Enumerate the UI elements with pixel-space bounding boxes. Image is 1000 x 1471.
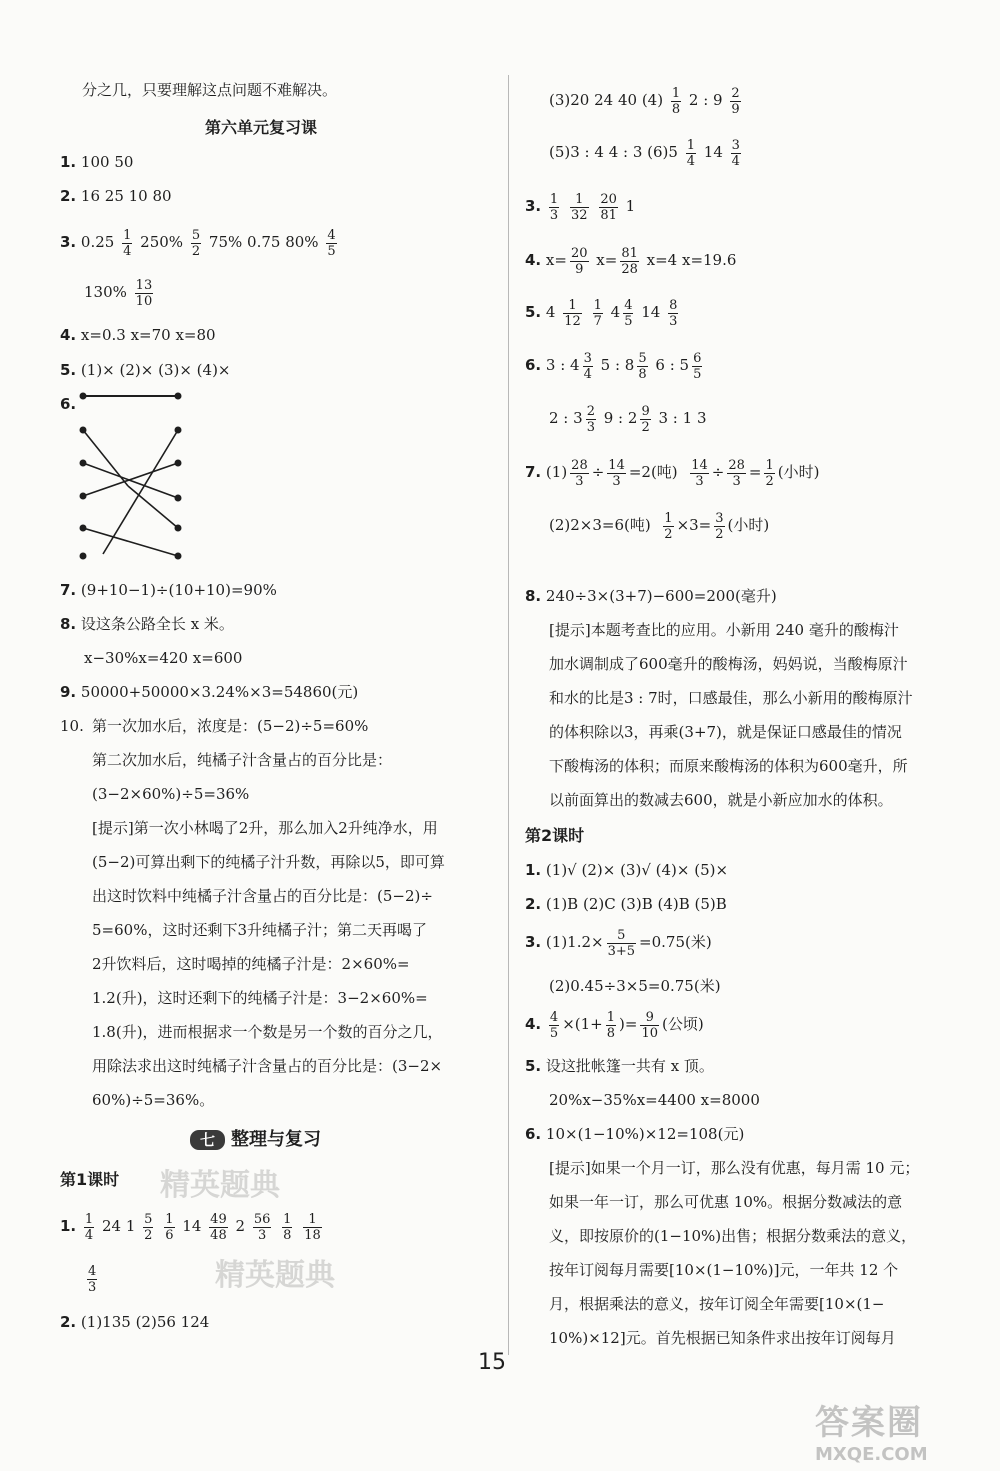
hint-line: (5−2)可算出剩下的纯橘子汁升数，再除以5，即可算 <box>92 853 445 871</box>
answer-2: 2. 16 25 10 80 <box>60 187 172 205</box>
answer-3: 3. 0.25 $\frac{1}{4}$ 250% $\frac{5}{2}$ 75% 0.75 80% $\frac{4}{5}$ <box>60 227 336 259</box>
site-logo-watermark <box>815 1395 975 1465</box>
answer-5: 5. (1)× (2)× (3)× (4)× <box>60 361 231 379</box>
hint-line: 下酸梅汤的体积；而原来酸梅汤的体积为600毫升，所 <box>549 757 908 775</box>
answer-8-equation: x−30%x=420 x=600 <box>84 649 243 667</box>
hint-line: 1.8(升)，进而根据求一个数是另一个数的百分之几， <box>92 1023 443 1041</box>
lesson-1-heading: 第1课时 <box>60 1170 120 1189</box>
logo-text: 答案圈 <box>815 1403 923 1443</box>
watermark-text: 精英题典 <box>160 1168 280 1203</box>
hint-line: 如果一年一订，那么可优惠 10%。根据分数减法的意 <box>549 1193 903 1211</box>
answer-r4: 4. x= $\frac{20}{9}$ x= $\frac{81}{28}$ x=4 x=19.6 <box>525 245 737 277</box>
column-divider <box>508 75 509 1355</box>
answer-10-line: (3−2×60%)÷5=36% <box>92 785 250 803</box>
hint-line: 以前面算出的数减去600，就是小新应加水的体积。 <box>549 791 893 809</box>
answer-2-cont-b: (5)3 : 4 4 : 3 (6)5 $\frac{1}{4}$ 14 $\frac{3}{4}$ <box>549 137 740 169</box>
lesson2-answer-4: 4. $\frac{4}{5}$ ×(1+ $\frac{1}{8}$ )= $\frac{9}{10}$ (公顷) <box>525 1009 704 1041</box>
hint-line: 5=60%，这时还剩下3升纯橘子汁；第二天再喝了 <box>92 921 427 939</box>
answer-2-cont-a: (3)20 24 40 (4) $\frac{1}{8}$ 2 : 9 $\frac{2}{9}$ <box>549 85 740 117</box>
answer-10-num: 10. <box>60 717 84 735</box>
hint-line: 义，即按原价的(1−10%)出售；根据分数乘法的意义， <box>549 1227 917 1245</box>
matching-diagram <box>78 388 188 568</box>
page-number: 15 <box>478 1350 506 1375</box>
lesson1-answer-1-cont: $\frac{4}{3}$ <box>88 1263 97 1295</box>
hint-line: 出这时饮料中纯橘子汁含量占的百分比是：(5−2)÷ <box>92 887 433 905</box>
hint-line: 的体积除以3，再乘(3+7)，就是保证口感最佳的情况 <box>549 723 902 741</box>
answer-r7: 7. (1) $\frac{28}{3}$ ÷ $\frac{14}{3}$ =2(吨) $\frac{14}{3}$ ÷ $\frac{28}{3}$ = $\frac{1}{2}$ (小时) <box>525 457 820 489</box>
hint-line: [提示]如果一个月一订，那么没有优惠，每月需 10 元； <box>549 1159 920 1177</box>
lesson-2-heading: 第2课时 <box>525 826 585 845</box>
continued-text: 分之几，只要理解这点问题不难解决。 <box>82 81 338 99</box>
hint-line: 和水的比是3 : 7时，口感最佳，那么小新用的酸梅原汁 <box>549 689 913 707</box>
hint-line: 60%)÷5=36%。 <box>92 1091 215 1109</box>
lesson2-answer-5: 5. 设这批帐篷一共有 x 顶。 <box>525 1057 714 1075</box>
lesson1-answer-1: 1. $\frac{1}{4}$ 24 1 $\frac{5}{2}$ $\frac{1}{6}$ 14 $\frac{49}{48}$ 2 $\frac{56}{3}$ $\frac{1}{8}$ $\frac{1}{18}$ <box>60 1211 321 1243</box>
lesson2-answer-6: 6. 10×(1−10%)×12=108(元) <box>525 1125 745 1143</box>
answer-r8: 8. 240÷3×(3+7)−600=200(毫升) <box>525 587 777 605</box>
answer-r5: 5. 4 $\frac{1}{12}$ $\frac{1}{7}$ 4 $\frac{4}{5}$ 14 $\frac{8}{3}$ <box>525 297 678 329</box>
answer-10-line: 第一次加水后，浓度是：(5−2)÷5=60% <box>92 717 369 735</box>
answer-r7-cont: (2)2×3=6(吨) $\frac{1}{2}$ ×3= $\frac{3}{2}$ (小时) <box>549 510 770 542</box>
answer-3-cont: 130% $\frac{13}{10}$ <box>84 277 153 309</box>
lesson2-answer-3-cont: (2)0.45÷3×5=0.75(米) <box>549 977 721 995</box>
logo-url: MXQE.COM <box>815 1444 928 1465</box>
hint-line: 2升饮料后，这时喝掉的纯橘子汁是：2×60%= <box>92 955 410 973</box>
answer-4: 4. x=0.3 x=70 x=80 <box>60 326 216 344</box>
hint-line: 用除法求出这时纯橘子汁含量占的百分比是：(3−2× <box>92 1057 443 1075</box>
answer-10-line: 第二次加水后，纯橘子汁含量占的百分比是： <box>92 751 393 769</box>
answer-8: 8. 设这条公路全长 x 米。 <box>60 615 234 633</box>
hint-line: 1.2(升)，这时还剩下的纯橘子汁是：3−2×60%= <box>92 989 428 1007</box>
hint-line: [提示]第一次小林喝了2升，那么加入2升纯净水，用 <box>92 819 438 837</box>
hint-line: 加水调制成了600毫升的酸梅汤，妈妈说，当酸梅原汁 <box>549 655 908 673</box>
answer-1: 1. 100 50 <box>60 153 134 171</box>
watermark-text: 精英题典 <box>215 1258 335 1293</box>
answer-9: 9. 50000+50000×3.24%×3=54860(元) <box>60 683 359 701</box>
answer-r6-cont: 2 : 3 $\frac{2}{3}$ 9 : 2 $\frac{9}{2}$ 3 : 1 3 <box>549 403 707 435</box>
hint-line: 按年订阅每月需要[10×(1−10%)]元，一年共 12 个 <box>549 1261 899 1279</box>
answer-r3: 3. $\frac{1}{3}$ $\frac{1}{32}$ $\frac{20}{81}$ 1 <box>525 191 636 223</box>
lesson2-answer-1: 1. (1)√ (2)× (3)√ (4)× (5)× <box>525 861 729 879</box>
lesson2-answer-2: 2. (1)B (2)C (3)B (4)B (5)B <box>525 895 727 913</box>
hint-line: 月，根据乘法的意义，按年订阅全年需要[10×(1− <box>549 1295 885 1313</box>
hint-line: [提示]本题考查比的应用。小新用 240 毫升的酸梅汁 <box>549 621 899 639</box>
lesson2-answer-5-eq: 20%x−35%x=4400 x=8000 <box>549 1091 760 1109</box>
unit-heading: 七 整理与复习 <box>190 1130 321 1150</box>
lesson1-answer-2: 2. (1)135 (2)56 124 <box>60 1313 210 1331</box>
lesson2-answer-3: 3. (1)1.2× $\frac{5}{3+5}$ =0.75(米) <box>525 927 712 959</box>
answer-r6: 6. 3 : 4 $\frac{3}{4}$ 5 : 8 $\frac{5}{8}$ 6 : 5 $\frac{6}{5}$ <box>525 350 702 382</box>
hint-line: 10%)×12]元。首先根据已知条件求出按年订阅每月 <box>549 1329 896 1347</box>
unit-badge: 七 <box>190 1130 225 1150</box>
answer-6: 6. <box>60 395 77 413</box>
answer-7: 7. (9+10−1)÷(10+10)=90% <box>60 581 277 599</box>
section-title: 第六单元复习课 <box>205 118 318 137</box>
